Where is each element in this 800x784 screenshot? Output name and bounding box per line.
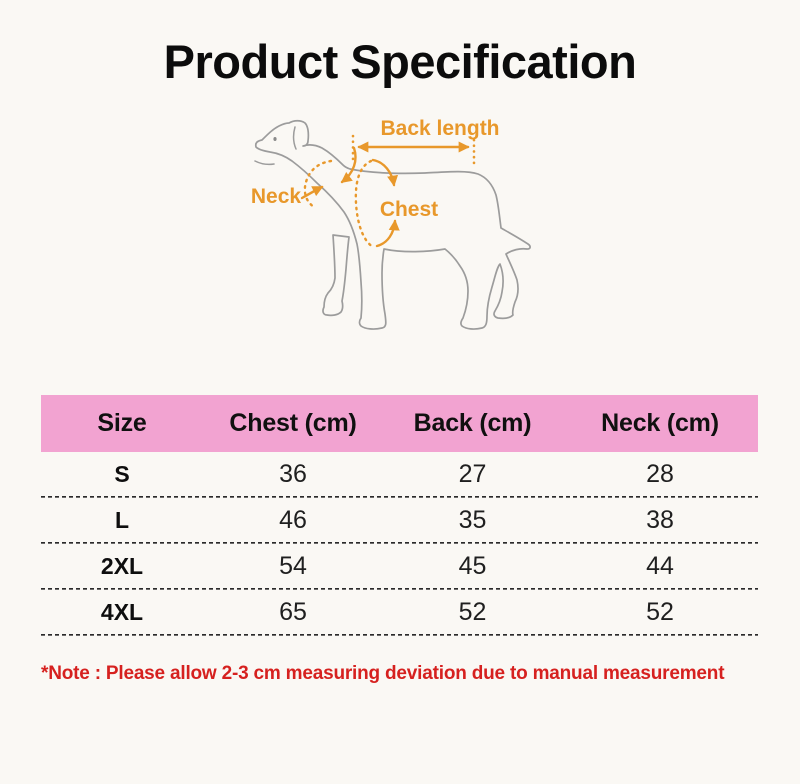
chest-label: Chest	[379, 198, 439, 221]
cell-size: S	[114, 460, 130, 487]
dog-mouth-line	[255, 161, 274, 164]
cell-back: 35	[458, 505, 487, 534]
page-title: Product Specification	[163, 35, 637, 88]
size-chart	[41, 395, 758, 636]
cell-chest: 36	[279, 459, 307, 488]
cell-neck: 52	[646, 597, 674, 626]
dog-far-front-leg	[323, 235, 349, 315]
column-header-size: Size	[97, 409, 147, 437]
cell-chest: 46	[279, 505, 307, 534]
back-length-label: Back length	[380, 117, 500, 140]
column-header-back: Back (cm)	[413, 409, 532, 437]
neck-label: Neck	[250, 185, 302, 208]
dog-measurement-diagram	[225, 97, 555, 382]
table-row-s	[41, 452, 758, 496]
row-divider	[41, 634, 758, 636]
dog-outline	[256, 121, 530, 329]
dog-eye	[273, 137, 276, 141]
table-row-l	[41, 498, 758, 542]
table-row-2xl	[41, 544, 758, 588]
table-row-4xl	[41, 590, 758, 634]
cell-neck: 44	[646, 551, 674, 580]
column-header-neck: Neck (cm)	[601, 409, 719, 437]
cell-back: 27	[458, 459, 487, 488]
cell-chest: 65	[279, 597, 307, 626]
column-header-chest: Chest (cm)	[229, 409, 357, 437]
cell-size: 4XL	[100, 598, 144, 625]
dog-diagram-svg	[225, 97, 555, 382]
cell-size: 2XL	[100, 552, 144, 579]
measurement-note: *Note : Please allow 2-3 cm measuring deviation due to manual measurement	[41, 663, 725, 684]
cell-back: 45	[458, 551, 487, 580]
cell-chest: 54	[279, 551, 307, 580]
cell-back: 52	[458, 597, 487, 626]
cell-neck: 38	[646, 505, 674, 534]
size-chart-header	[41, 395, 758, 452]
cell-neck: 28	[646, 459, 674, 488]
cell-size: L	[114, 506, 130, 533]
